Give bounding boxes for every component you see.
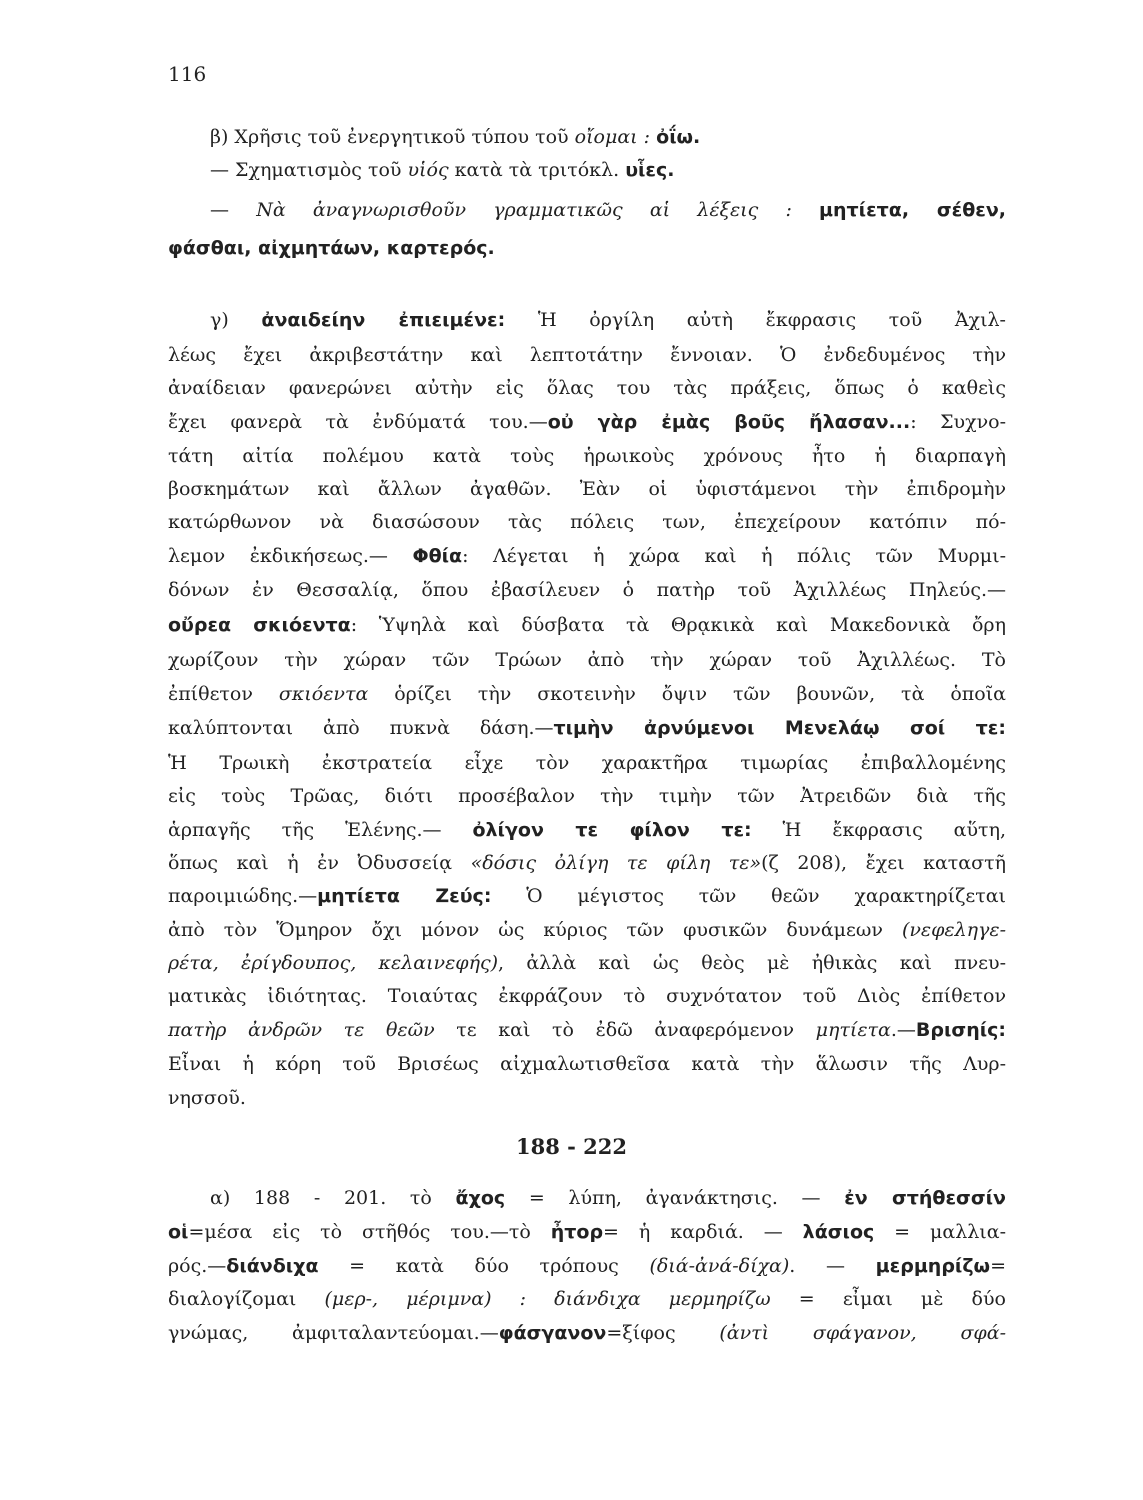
bold-term: μητίετα Ζεύς:: [317, 885, 492, 907]
text-line: [210, 195, 1006, 225]
text-line: [168, 1318, 1006, 1348]
text-segment: : Ὑψηλὰ καὶ δύσβατα τὰ Θρᾳκικὰ καὶ Μακεδονικὰ ὄρη: [350, 614, 1006, 636]
page-number: 116: [168, 62, 207, 86]
text-line: [168, 610, 1006, 640]
text-line: [168, 507, 1006, 537]
text-segment: = κατὰ δύο τρόπους: [318, 1255, 650, 1277]
bold-term: Φθία: [412, 545, 463, 567]
italic-text: (διά-ἀνά-δίχα): [649, 1255, 790, 1277]
text-line: [168, 848, 1006, 878]
text-line: [168, 575, 1006, 605]
bold-term: ἦτορ: [550, 1221, 604, 1243]
italic-text: σκιόεντα: [278, 683, 369, 705]
text-line: [168, 541, 1006, 571]
bold-term: ἄχος: [455, 1187, 506, 1209]
text-segment: Ὁ μέγιστος τῶν θεῶν χαρακτηρίζεται: [491, 885, 1006, 907]
text-line: [168, 233, 1006, 263]
text-segment: κατώρθωνον νὰ διασώσουν τὰς πόλεις των, ἐπεχείρουν κατόπιν πό-: [168, 511, 1006, 533]
text-segment: γ): [210, 309, 262, 331]
section-heading: 188 - 222: [515, 1134, 627, 1159]
text-line: [168, 1284, 1006, 1314]
text-segment: τάτη αἰτία πολέμου κατὰ τοὺς ἡρωικοὺς χρόνους ἦτο ἡ διαρπαγὴ: [168, 445, 1006, 467]
text-line: [168, 948, 1006, 978]
italic-text: (νεφεληγε-: [901, 919, 1006, 941]
text-segment: βοσκημάτων καὶ ἄλλων ἀγαθῶν. Ἐὰν οἱ ὑφιστάμενοι τὴν ἐπιδρομὴν: [168, 478, 1006, 500]
text-segment: εἰς τοὺς Τρῶας, διότι προσέβαλον τὴν τιμὴν τῶν Ἀτρειδῶν διὰ τῆς: [168, 785, 1006, 807]
text-segment: .—: [890, 1019, 916, 1041]
bold-term: μερμηρίζω: [875, 1255, 991, 1277]
text-segment: —: [210, 199, 257, 221]
bold-term: φάσθαι, αἰχμητάων, καρτερός.: [168, 237, 495, 259]
text-segment: κατὰ τὰ τριτόκλ.: [448, 159, 626, 181]
text-segment: — Σχηματισμὸς τοῦ: [210, 159, 408, 181]
text-segment: γνώμας, ἀμφιταλαντεύομαι.—: [168, 1322, 499, 1344]
text-line: [168, 474, 1006, 504]
bold-term: λάσιος: [802, 1221, 875, 1243]
bold-term: οὐ γὰρ ἐμὰς βοῦς ἤλασαν...: [547, 411, 911, 433]
bold-term: ἀναιδείην ἐπιειμένε:: [261, 309, 506, 331]
bold-term: ὀΐω.: [656, 126, 701, 148]
bold-term: τιμὴν ἀρνύμενοι Μενελάῳ σοί τε:: [553, 717, 1006, 739]
text-segment: ὁρίζει τὴν σκοτεινὴν ὄψιν τῶν βουνῶν, τὰ ὁποῖα: [368, 683, 1006, 705]
italic-text: πατὴρ ἀνδρῶν τε θεῶν: [168, 1019, 435, 1041]
text-segment: . —: [789, 1255, 876, 1277]
text-line: [210, 122, 1006, 152]
italic-text: υἱός: [407, 159, 449, 181]
text-segment: τε καὶ τὸ ἐδῶ ἀναφερόμενον: [434, 1019, 816, 1041]
text-segment: Εἶναι ἡ κόρη τοῦ Βρισέως αἰχμαλωτισθεῖσα κατὰ τὴν ἅλωσιν τῆς Λυρ-: [168, 1053, 1006, 1075]
text-line: [168, 981, 1006, 1011]
text-segment: = μαλλια-: [874, 1221, 1006, 1243]
text-segment: Ἡ ἔκφρασις αὕτη,: [751, 819, 1006, 841]
bold-term: ὀλίγον τε φίλον τε:: [472, 819, 752, 841]
text-segment: ματικὰς ἰδιότητας. Τοιαύτας ἐκφράζουν τὸ συχνότατον τοῦ Διὸς ἐπίθετον: [168, 985, 1006, 1007]
text-line: [168, 1049, 1006, 1079]
text-segment: = εἶμαι μὲ δύο: [770, 1288, 1006, 1310]
text-line: [168, 441, 1006, 471]
text-line: [168, 1015, 1006, 1045]
text-segment: ἔχει φανερὰ τὰ ἐνδύματά του.—: [168, 411, 548, 433]
bold-term: μητίετα, σέθεν,: [819, 199, 1006, 221]
text-segment: παροιμιώδης.—: [168, 885, 318, 907]
text-line: [168, 781, 1006, 811]
text-line: [168, 713, 1006, 743]
text-line: [210, 305, 1006, 335]
bold-term: υἷες.: [625, 159, 675, 181]
text-segment: =ξίφος: [606, 1322, 720, 1344]
text-line: [168, 1217, 1006, 1247]
text-line: [168, 340, 1006, 370]
bold-term: διάνδιχα: [226, 1255, 319, 1277]
text-line: [168, 1083, 1006, 1113]
text-line: [168, 679, 1006, 709]
text-segment: δόνων ἐν Θεσσαλίᾳ, ὅπου ἐβασίλευεν ὁ πατὴρ τοῦ Ἀχιλλέως Πηλεύς.—: [168, 579, 1006, 601]
text-segment: ρός.—: [168, 1255, 227, 1277]
text-line: [210, 1183, 1006, 1213]
text-line: [168, 645, 1006, 675]
text-segment: λέως ἔχει ἀκριβεστάτην καὶ λεπτοτάτην ἔννοιαν. Ὁ ἐνδεδυμένος τὴν: [168, 344, 1006, 366]
text-segment: ἐπίθετον: [168, 683, 279, 705]
text-line: [168, 373, 1006, 403]
text-segment: : Συχνο-: [910, 411, 1007, 433]
text-segment: Ἡ Τρωικὴ ἐκστρατεία εἶχε τὸν χαρακτῆρα τιμωρίας ἐπιβαλλομένης: [168, 752, 1006, 774]
italic-text: ρέτα, ἐρίγδουπος, κελαινεφής): [168, 952, 499, 974]
text-segment: ἀπὸ τὸν Ὅμηρον ὄχι μόνον ὡς κύριος τῶν φυσικῶν δυνάμεων: [168, 919, 902, 941]
text-segment: α) 188 - 201. τὸ: [210, 1187, 456, 1209]
text-line: [168, 881, 1006, 911]
bold-term: ἐν στήθεσσίν: [844, 1187, 1007, 1209]
text-segment: β) Χρῆσις τοῦ ἐνεργητικοῦ τύπου τοῦ: [210, 126, 575, 148]
text-segment: = λύπη, ἀγανάκτησις. —: [505, 1187, 845, 1209]
text-segment: νησσοῦ.: [168, 1087, 246, 1109]
text-line: [210, 155, 1006, 185]
text-line: [168, 1251, 1006, 1281]
bold-term: φάσγανον: [498, 1322, 607, 1344]
text-segment: =μέσα εἰς τὸ στῆθός του.—τὸ: [188, 1221, 551, 1243]
text-line: [168, 815, 1006, 845]
italic-text: (ἀντὶ σφάγανον, σφά-: [719, 1322, 1006, 1344]
text-segment: λεμον ἐκδικήσεως.—: [168, 545, 413, 567]
text-segment: διαλογίζομαι: [168, 1288, 325, 1310]
text-segment: =: [990, 1255, 1006, 1277]
text-segment: ἁρπαγῆς τῆς Ἑλένης.—: [168, 819, 473, 841]
italic-text: «δόσις ὀλίγη τε φίλη τε»: [470, 852, 762, 874]
italic-text: (μερ-, μέριμνα) : διάνδιχα μερμηρίζω: [324, 1288, 771, 1310]
text-segment: , ἀλλὰ καὶ ὡς θεὸς μὲ ἠθικὰς καὶ πνευ-: [498, 952, 1006, 974]
bold-term: οἱ: [168, 1221, 189, 1243]
text-segment: χωρίζουν τὴν χώραν τῶν Τρώων ἀπὸ τὴν χώραν τοῦ Ἀχιλλέως. Τὸ: [168, 649, 1006, 671]
text-segment: : Λέγεται ἡ χώρα καὶ ἡ πόλις τῶν Μυρμι-: [462, 545, 1006, 567]
text-segment: (ζ 208), ἔχει καταστῆ: [761, 852, 1007, 874]
italic-text: Νὰ ἀναγνωρισθοῦν γραμματικῶς αἱ λέξεις :: [256, 199, 820, 221]
text-line: [168, 407, 1006, 437]
text-segment: καλύπτονται ἀπὸ πυκνὰ δάση.—: [168, 717, 554, 739]
bold-term: Βρισηίς:: [915, 1019, 1006, 1041]
text-segment: = ἡ καρδιά. —: [603, 1221, 803, 1243]
text-segment: ἀναίδειαν φανερώνει αὐτὴν εἰς ὅλας του τὰς πράξεις, ὅπως ὁ καθεὶς: [168, 377, 1006, 399]
italic-text: οἴομαι :: [574, 126, 657, 148]
bold-term: οὔρεα σκιόεντα: [168, 614, 351, 636]
text-line: [168, 915, 1006, 945]
text-line: [168, 748, 1006, 778]
text-segment: ὅπως καὶ ἡ ἐν Ὀδυσσείᾳ: [168, 852, 471, 874]
italic-text: μητίετα: [815, 1019, 891, 1041]
text-segment: Ἡ ὀργίλη αὐτὴ ἔκφρασις τοῦ Ἀχιλ-: [505, 309, 1006, 331]
